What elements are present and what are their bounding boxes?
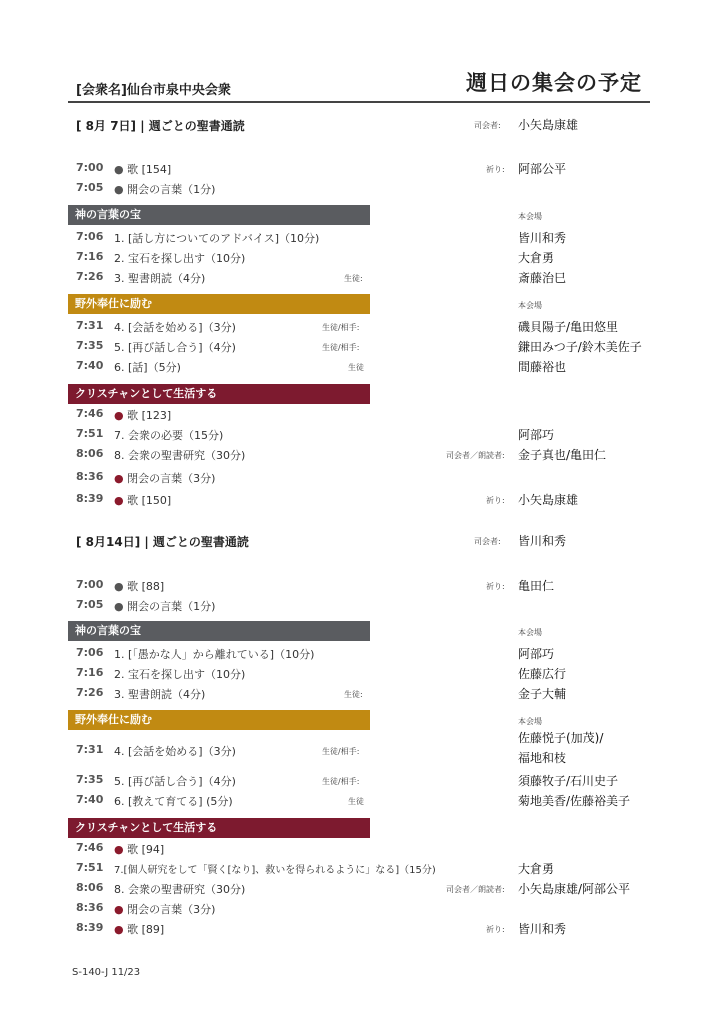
concluding-comments: ● 閉会の言葉（3分): [114, 472, 216, 485]
item-text: 2. 宝石を探し出す（10分): [114, 252, 246, 265]
item-time: 7:51: [76, 427, 104, 440]
section-header-ministry: 野外奉仕に励む: [68, 710, 370, 730]
item-time: 7:05: [76, 598, 104, 611]
form-code: S-140-J 11/23: [72, 967, 141, 978]
opening-comments: ● 開会の言葉（1分): [114, 600, 216, 613]
section-header-ministry: 野外奉仕に励む: [68, 294, 370, 314]
item-time: 8:36: [76, 470, 104, 483]
header-divider: [68, 101, 650, 103]
item-text: 6. [話]（5分): [114, 361, 181, 374]
assignee-name: 阿部巧: [518, 647, 555, 661]
item-text: 3. 聖書朗読（4分): [114, 272, 206, 285]
song: ● 歌 [123]: [114, 409, 172, 422]
bullet-icon: ●: [114, 580, 124, 593]
item-text: 8. 会衆の聖書研究（30分): [114, 449, 246, 462]
assignee-name: 大倉勇: [518, 862, 555, 876]
item-text: 2. 宝石を探し出す（10分): [114, 668, 246, 681]
item-time: 8:06: [76, 447, 104, 460]
item-time: 7:06: [76, 646, 104, 659]
item-time: 7:06: [76, 230, 104, 243]
item-time: 7:05: [76, 181, 104, 194]
item-time: 7:35: [76, 773, 104, 786]
assignee-name: 鎌田みつ子/鈴木美佐子: [518, 340, 642, 354]
assignee-name: 磯貝陽子/亀田悠里: [518, 320, 619, 334]
chairman-label: 司会者:: [474, 537, 501, 546]
assignee-name: 菊地美香/佐藤裕美子: [518, 794, 631, 808]
item-time: 7:00: [76, 578, 104, 591]
role-label: 生徒:: [344, 690, 363, 699]
assignee-name: 金子大輔: [518, 687, 567, 701]
item-time: 8:06: [76, 881, 104, 894]
opening-song: ● 歌 [154]: [114, 163, 172, 176]
item-time: 8:36: [76, 901, 104, 914]
item-text: 4. [会話を始める]（3分): [114, 745, 236, 758]
item-time: 7:31: [76, 319, 104, 332]
item-time: 7:26: [76, 686, 104, 699]
role-label: 生徒/相手:: [322, 323, 360, 332]
item-time: 7:35: [76, 339, 104, 352]
prayer-name: 小矢島康雄: [518, 493, 579, 507]
prayer-label: 祈り:: [486, 925, 505, 934]
assignee-name: 佐藤広行: [518, 667, 567, 681]
assignee-name: 小矢島康雄/阿部公平: [518, 882, 631, 896]
assignee-name: 佐藤悦子(加茂)/ 福地和枝: [518, 731, 604, 765]
song: ● 歌 [94]: [114, 843, 165, 856]
congregation-name: [会衆名]仙台市泉中央会衆: [76, 83, 231, 98]
week-title: [ 8月 7日] | 週ごとの聖書通読: [76, 119, 245, 133]
prayer-label: 祈り:: [486, 496, 505, 505]
opening-song: ● 歌 [88]: [114, 580, 165, 593]
role-label: 司会者／朗読者:: [446, 885, 505, 894]
bullet-icon: ●: [114, 472, 124, 485]
section-header-treasures: 神の言葉の宝: [68, 621, 370, 641]
item-text: 5. [再び話し合う]（4分): [114, 341, 236, 354]
assignee-name: 間藤裕也: [518, 360, 567, 374]
item-text: 8. 会衆の聖書研究（30分): [114, 883, 246, 896]
item-time: 7:40: [76, 359, 104, 372]
prayer-label: 祈り:: [486, 165, 505, 174]
assignee-name: 斎藤治巳: [518, 271, 567, 285]
item-time: 7:51: [76, 861, 104, 874]
item-time: 7:16: [76, 666, 104, 679]
role-label: 生徒: [348, 797, 364, 806]
concluding-comments: ● 閉会の言葉（3分): [114, 903, 216, 916]
prayer-name: 亀田仁: [518, 579, 555, 593]
song: ● 歌 [150]: [114, 494, 172, 507]
assignee-name: 大倉勇: [518, 251, 555, 265]
item-time: 8:39: [76, 492, 104, 505]
item-text: 7.[個人研究をして「賢く[なり]、救いを得られるように」なる]（15分): [114, 865, 436, 876]
item-text: 5. [再び話し合う]（4分): [114, 775, 236, 788]
bullet-icon: ●: [114, 183, 124, 196]
item-text: 1. [話し方についてのアドバイス]（10分): [114, 232, 320, 245]
item-time: 7:26: [76, 270, 104, 283]
item-text: 4. [会話を始める]（3分): [114, 321, 236, 334]
prayer-name: 阿部公平: [518, 162, 567, 176]
chairman-name: 小矢島康雄: [518, 118, 579, 132]
page-title: 週日の集会の予定: [466, 71, 642, 95]
song: ● 歌 [89]: [114, 923, 165, 936]
item-time: 7:00: [76, 161, 104, 174]
item-time: 7:16: [76, 250, 104, 263]
role-label: 生徒/相手:: [322, 343, 360, 352]
chairman-label: 司会者:: [474, 121, 501, 130]
prayer-name: 皆川和秀: [518, 922, 567, 936]
item-text: 1. [「愚かな人」から離れている]（10分): [114, 648, 315, 661]
role-label: 司会者／朗読者:: [446, 451, 505, 460]
item-time: 7:46: [76, 407, 104, 420]
hall-label: 本会場: [518, 717, 542, 726]
assignee-name: 皆川和秀: [518, 231, 567, 245]
item-text: 3. 聖書朗読（4分): [114, 688, 206, 701]
bullet-icon: ●: [114, 843, 124, 856]
chairman-name: 皆川和秀: [518, 534, 567, 548]
assignee-name: 阿部巧: [518, 428, 555, 442]
item-time: 8:39: [76, 921, 104, 934]
role-label: 生徒: [348, 363, 364, 372]
item-time: 7:31: [76, 743, 104, 756]
opening-comments: ● 開会の言葉（1分): [114, 183, 216, 196]
item-text: 7. 会衆の必要（15分): [114, 429, 224, 442]
bullet-icon: ●: [114, 903, 124, 916]
assignee-name: 金子真也/亀田仁: [518, 448, 607, 462]
item-text: 6. [教えて育てる] (5分): [114, 795, 233, 808]
bullet-icon: ●: [114, 600, 124, 613]
section-header-treasures: 神の言葉の宝: [68, 205, 370, 225]
role-label: 生徒/相手:: [322, 777, 360, 786]
section-header-living: クリスチャンとして生活する: [68, 818, 370, 838]
role-label: 生徒:: [344, 274, 363, 283]
prayer-label: 祈り:: [486, 582, 505, 591]
hall-label: 本会場: [518, 628, 542, 637]
hall-label: 本会場: [518, 212, 542, 221]
bullet-icon: ●: [114, 409, 124, 422]
section-header-living: クリスチャンとして生活する: [68, 384, 370, 404]
bullet-icon: ●: [114, 163, 124, 176]
bullet-icon: ●: [114, 923, 124, 936]
week-title: [ 8月14日] | 週ごとの聖書通読: [76, 535, 249, 549]
hall-label: 本会場: [518, 301, 542, 310]
assignee-name: 須藤牧子/石川史子: [518, 774, 619, 788]
item-time: 7:46: [76, 841, 104, 854]
bullet-icon: ●: [114, 494, 124, 507]
role-label: 生徒/相手:: [322, 747, 360, 756]
item-time: 7:40: [76, 793, 104, 806]
